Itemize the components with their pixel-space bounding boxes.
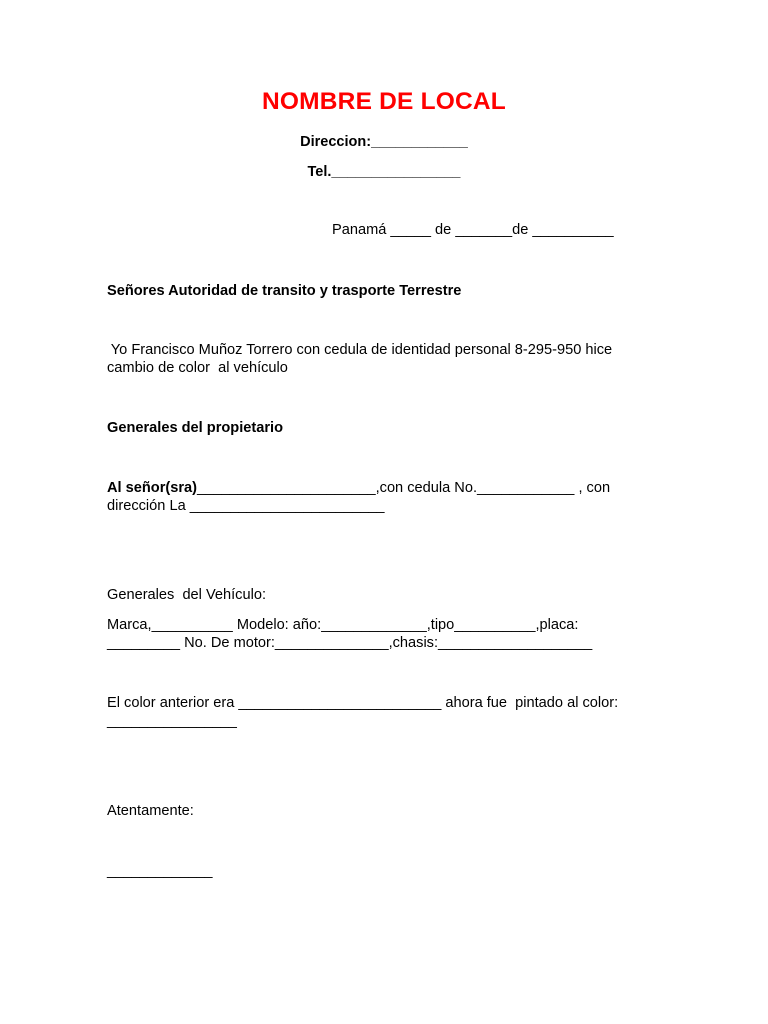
declaration-line-1: Yo Francisco Muñoz Torrero con cedula de identidad personal 8-295-950 hice: [107, 342, 613, 358]
owner-line-1-rest: ______________________,con cedula No.____________ , con: [197, 480, 611, 496]
owner-label: Al señor(sra): [107, 480, 198, 496]
owner-line-1: [107, 479, 610, 498]
owner-line-2: dirección La ________________________: [107, 498, 385, 514]
vehicle-section-heading: Generales del Vehículo:: [107, 587, 267, 603]
vehicle-line-2: _________ No. De motor:______________,chasis:___________________: [107, 635, 593, 651]
phone-line: Tel.________________: [307, 164, 461, 180]
date-line: Panamá _____ de _______de __________: [332, 222, 614, 238]
declaration-line-2: cambio de color al vehículo: [107, 360, 288, 376]
signature-line: _____________: [107, 863, 213, 879]
color-line-2: ________________: [107, 713, 237, 729]
owner-section-heading: Generales del propietario: [107, 420, 283, 436]
address-line: Direccion:____________: [300, 134, 468, 150]
closing-line: Atentamente:: [107, 803, 194, 819]
color-line-1: El color anterior era _________________________ ahora fue pintado al color:: [107, 695, 619, 711]
document-title: NOMBRE DE LOCAL: [262, 88, 506, 115]
vehicle-line-1: Marca,__________ Modelo: año:_____________,tipo__________,placa:: [107, 617, 579, 633]
recipient-line: Señores Autoridad de transito y trasporte Terrestre: [107, 283, 462, 299]
